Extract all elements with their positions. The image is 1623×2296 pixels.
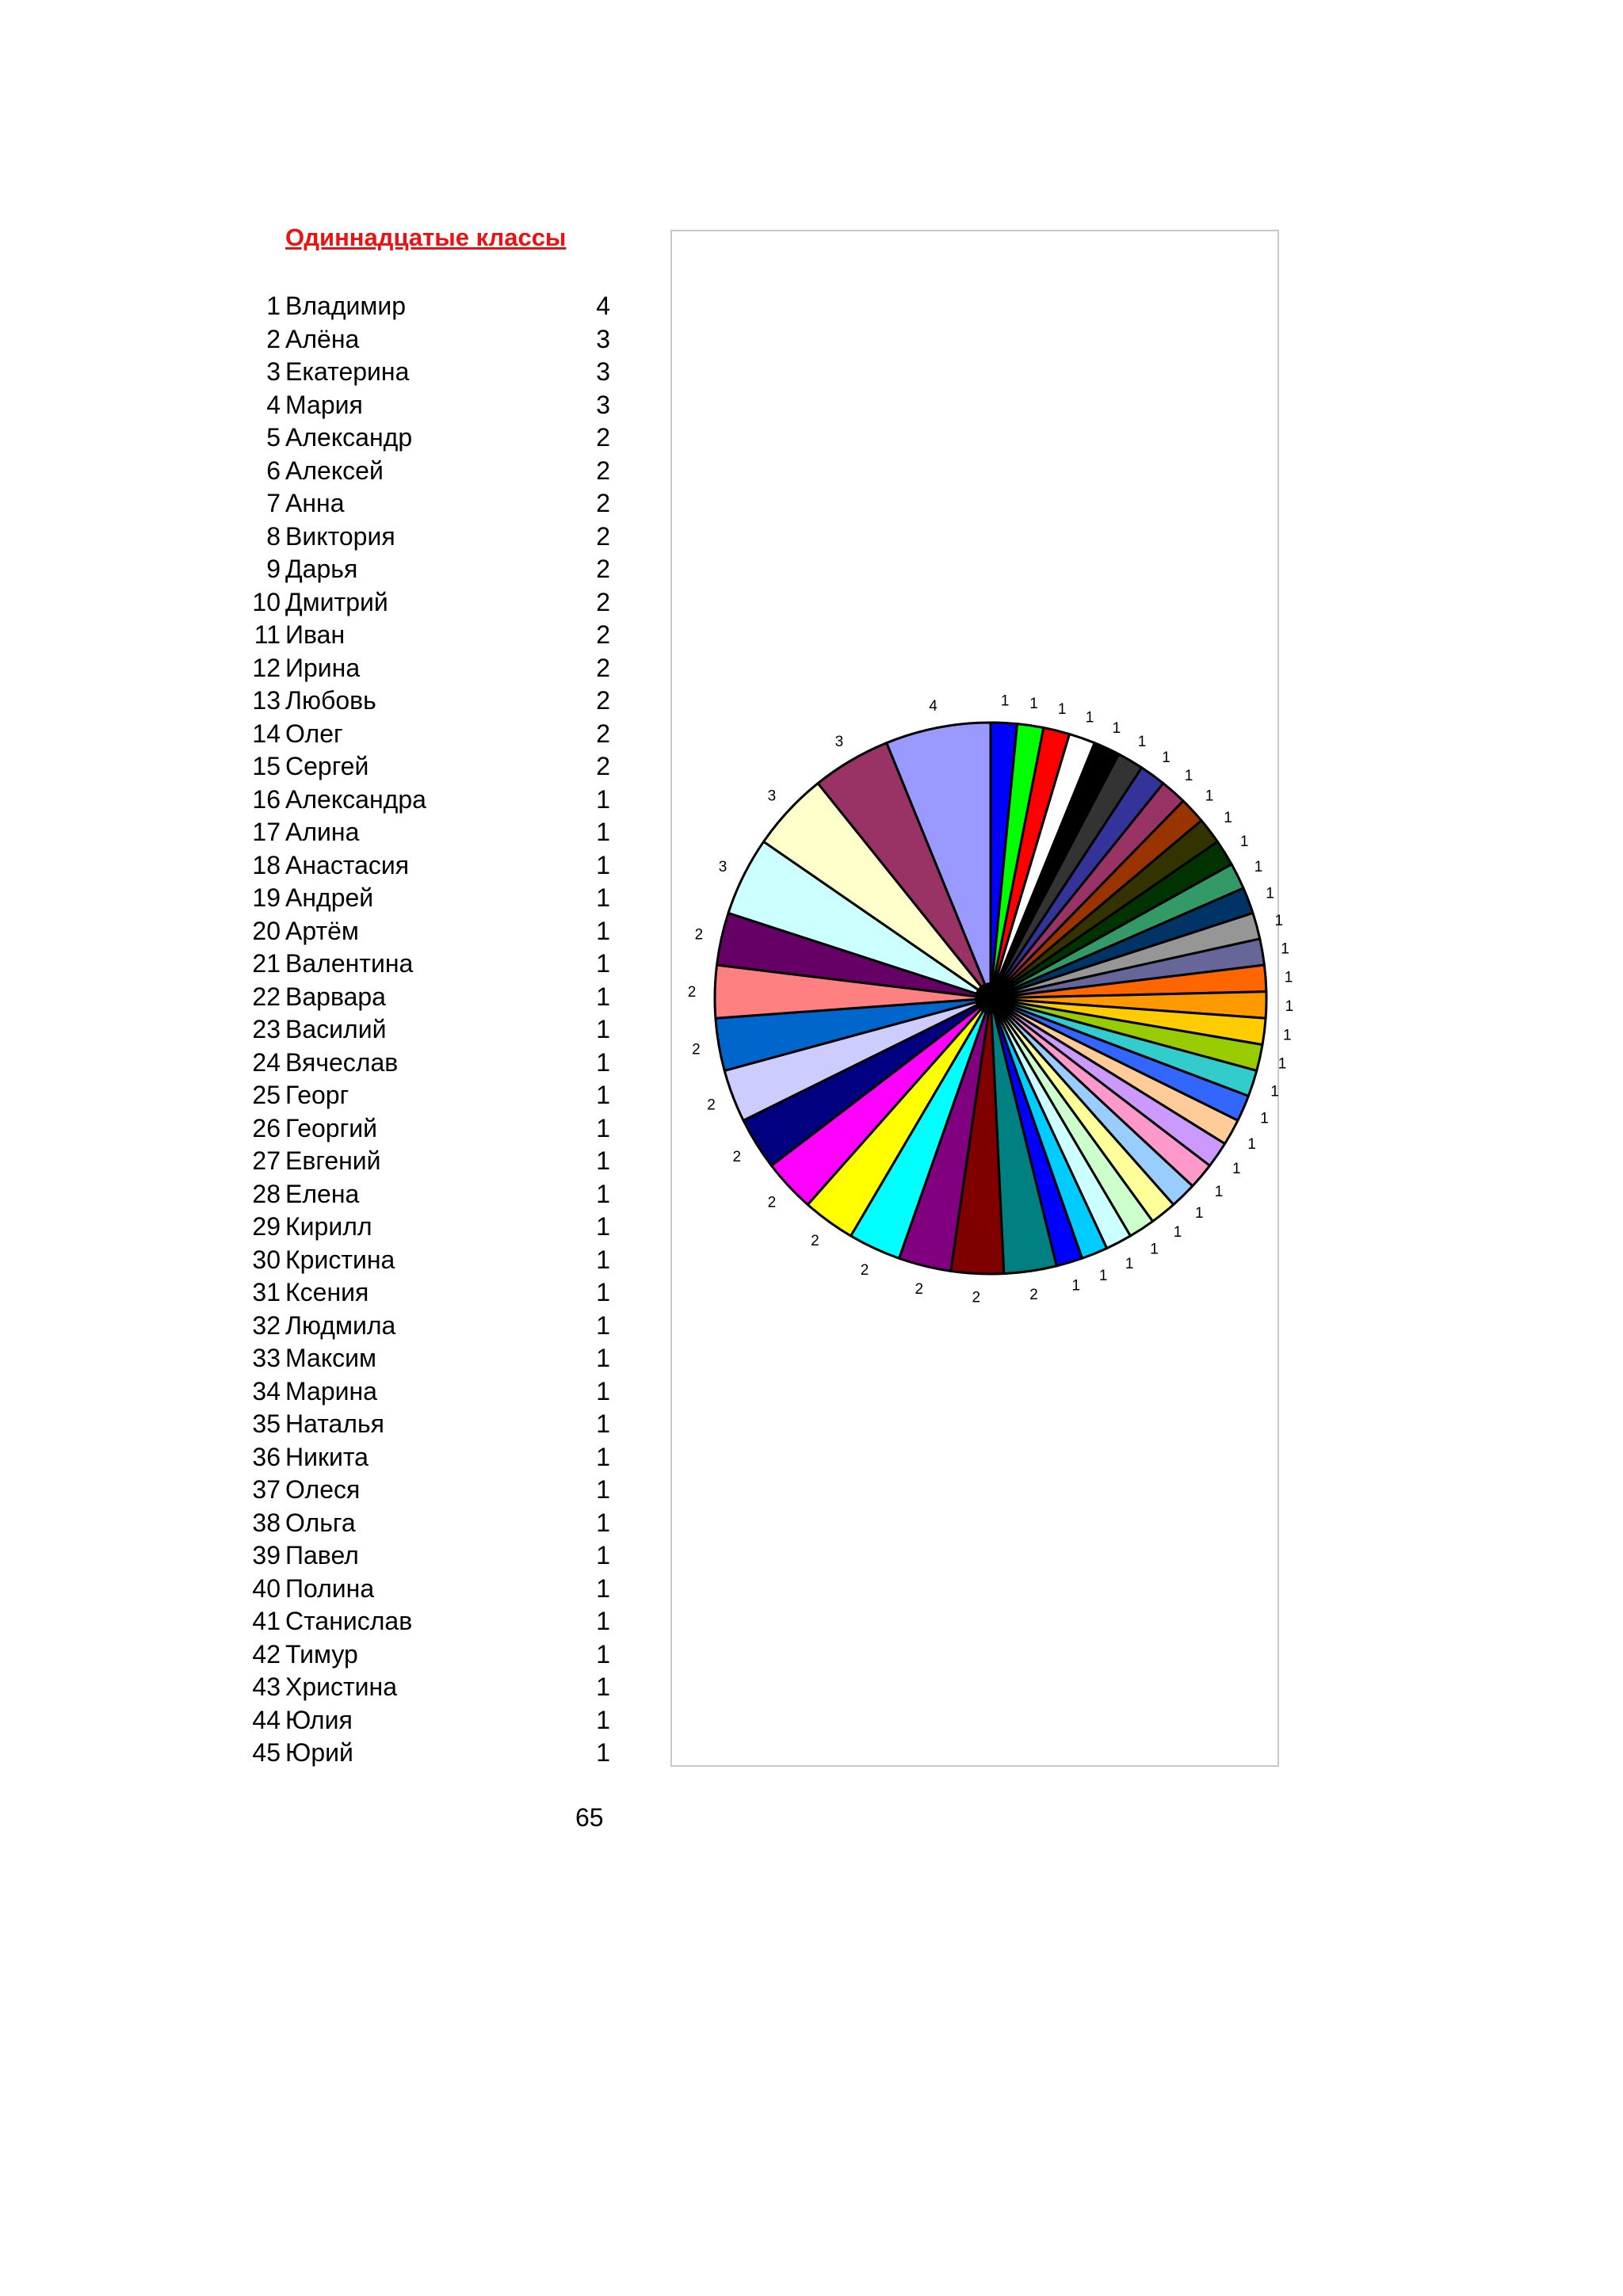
row-name: Мария bbox=[285, 390, 363, 419]
list-row bbox=[230, 1013, 610, 1045]
row-value: 1 bbox=[596, 1573, 610, 1603]
list-row bbox=[230, 1047, 610, 1078]
row-value: 1 bbox=[596, 1081, 610, 1109]
row-name: Павел bbox=[285, 1541, 359, 1569]
list-row bbox=[230, 1737, 610, 1768]
row-number: 31 bbox=[252, 1278, 281, 1306]
row-name: Вячеслав bbox=[285, 1047, 399, 1077]
row-number: 32 bbox=[252, 1310, 281, 1340]
row-number: 19 bbox=[252, 883, 281, 912]
list-row bbox=[230, 981, 610, 1013]
row-number: 38 bbox=[252, 1508, 281, 1537]
row-name: Валентина bbox=[285, 949, 414, 978]
row-name: Максим bbox=[285, 1344, 377, 1372]
row-name: Юлия bbox=[285, 1705, 353, 1734]
row-value: 1 bbox=[596, 1212, 610, 1241]
list-row bbox=[230, 553, 610, 585]
list-row bbox=[230, 652, 610, 684]
list-row bbox=[230, 1375, 610, 1407]
list-row bbox=[230, 323, 610, 355]
slice-data-label: 2 bbox=[972, 1289, 981, 1306]
slice-data-label: 2 bbox=[811, 1233, 819, 1249]
slice-data-label: 1 bbox=[1173, 1223, 1182, 1241]
row-name: Евгений bbox=[285, 1146, 381, 1175]
slice-data-label: 2 bbox=[687, 983, 697, 1001]
row-value: 1 bbox=[596, 949, 610, 978]
row-number: 35 bbox=[252, 1409, 281, 1438]
row-number: 26 bbox=[252, 1113, 281, 1142]
list-row bbox=[230, 1178, 610, 1210]
list-row bbox=[230, 784, 610, 815]
row-number: 25 bbox=[252, 1081, 281, 1109]
row-number: 11 bbox=[254, 620, 281, 649]
row-number: 21 bbox=[252, 949, 281, 978]
row-value: 1 bbox=[596, 1508, 610, 1537]
slice-data-label: 3 bbox=[834, 734, 844, 750]
row-number: 22 bbox=[252, 982, 281, 1011]
slice-data-label: 1 bbox=[1260, 1110, 1269, 1127]
slice-data-label: 1 bbox=[1254, 858, 1263, 875]
row-name: Марина bbox=[285, 1376, 377, 1405]
slice-data-label: 1 bbox=[1195, 1204, 1204, 1222]
slice-data-label: 1 bbox=[1057, 701, 1067, 718]
list-row bbox=[230, 685, 610, 716]
slice-data-label: 2 bbox=[1029, 1287, 1038, 1303]
row-number: 36 bbox=[252, 1442, 281, 1471]
list-row bbox=[230, 1276, 610, 1308]
slice-data-label: 1 bbox=[1284, 969, 1293, 986]
row-number: 41 bbox=[252, 1607, 281, 1635]
slice-data-label: 3 bbox=[718, 858, 727, 875]
list-row bbox=[230, 356, 610, 387]
row-value: 3 bbox=[596, 324, 610, 353]
slice-data-label: 1 bbox=[1224, 810, 1232, 827]
row-value: 1 bbox=[596, 1278, 610, 1306]
slice-data-label: 2 bbox=[915, 1281, 924, 1298]
row-name: Ольга bbox=[285, 1508, 356, 1537]
list-row bbox=[230, 849, 610, 881]
page-number: 65 bbox=[575, 1803, 604, 1832]
list-row bbox=[230, 455, 610, 486]
row-value: 1 bbox=[596, 1245, 610, 1274]
row-name: Артём bbox=[285, 916, 359, 945]
row-number: 43 bbox=[252, 1672, 281, 1701]
row-number: 2 bbox=[266, 324, 281, 353]
slice-data-label: 2 bbox=[732, 1148, 742, 1165]
row-value: 1 bbox=[596, 1541, 610, 1569]
row-number: 5 bbox=[266, 423, 281, 452]
row-name: Иван bbox=[285, 620, 346, 649]
row-number: 39 bbox=[252, 1541, 281, 1569]
list-row bbox=[230, 1112, 610, 1144]
slice-data-label: 1 bbox=[1000, 692, 1010, 710]
slice-data-label: 1 bbox=[1232, 1161, 1241, 1178]
row-value: 2 bbox=[596, 686, 610, 715]
row-value: 2 bbox=[596, 620, 610, 649]
list-row bbox=[230, 816, 610, 848]
list-row bbox=[230, 1638, 610, 1670]
row-name: Людмила bbox=[285, 1310, 396, 1340]
row-value: 1 bbox=[596, 1705, 610, 1734]
slice-data-label: 1 bbox=[1098, 1268, 1108, 1285]
row-name: Анастасия bbox=[285, 850, 410, 879]
list-row bbox=[230, 1671, 610, 1703]
row-value: 1 bbox=[596, 1179, 610, 1208]
row-value: 1 bbox=[596, 1015, 610, 1043]
row-number: 37 bbox=[252, 1475, 281, 1504]
row-name: Дарья bbox=[285, 555, 358, 583]
list-row bbox=[230, 1211, 610, 1242]
slice-data-label: 1 bbox=[1029, 696, 1038, 712]
slice-data-label: 1 bbox=[1085, 709, 1094, 727]
list-row bbox=[230, 1539, 610, 1571]
row-name: Тимур bbox=[285, 1639, 358, 1669]
row-value: 2 bbox=[596, 587, 610, 616]
row-value: 3 bbox=[596, 390, 610, 419]
row-name: Анна bbox=[285, 489, 345, 517]
row-number: 45 bbox=[252, 1738, 281, 1767]
row-value: 1 bbox=[596, 1376, 610, 1405]
list-row bbox=[230, 1507, 610, 1539]
row-number: 8 bbox=[266, 521, 281, 551]
row-number: 9 bbox=[266, 555, 281, 583]
row-name: Варвара bbox=[285, 982, 386, 1011]
row-value: 1 bbox=[596, 1475, 610, 1504]
row-name: Алёна bbox=[285, 324, 360, 353]
row-name: Станислав bbox=[285, 1607, 413, 1635]
list-row bbox=[230, 290, 610, 322]
row-number: 3 bbox=[266, 357, 281, 386]
row-name: Ирина bbox=[285, 653, 361, 682]
page-title: Одиннадцатые классы bbox=[285, 223, 567, 251]
row-number: 18 bbox=[252, 850, 281, 879]
slice-data-label: 1 bbox=[1125, 1255, 1134, 1272]
row-value: 2 bbox=[596, 653, 610, 682]
pie-center bbox=[975, 982, 1006, 1014]
row-name: Георг bbox=[285, 1081, 349, 1109]
row-value: 3 bbox=[596, 357, 610, 386]
row-value: 2 bbox=[596, 521, 610, 551]
row-value: 2 bbox=[596, 423, 610, 452]
row-name: Сергей bbox=[285, 752, 369, 780]
row-number: 13 bbox=[252, 686, 281, 715]
slice-data-label: 2 bbox=[860, 1261, 869, 1279]
list-row bbox=[230, 1573, 610, 1604]
row-name: Никита bbox=[285, 1442, 369, 1471]
row-value: 1 bbox=[596, 1146, 610, 1175]
row-value: 1 bbox=[596, 1310, 610, 1340]
row-name: Олег bbox=[285, 719, 343, 748]
list-row bbox=[230, 1244, 610, 1276]
row-value: 1 bbox=[596, 784, 610, 814]
list-row bbox=[230, 1441, 610, 1473]
slice-data-label: 1 bbox=[1239, 833, 1249, 851]
slice-data-label: 1 bbox=[1281, 940, 1289, 958]
row-name: Кирилл bbox=[285, 1212, 372, 1241]
row-value: 2 bbox=[596, 456, 610, 485]
slice-data-label: 1 bbox=[1247, 1136, 1256, 1154]
row-number: 30 bbox=[252, 1245, 281, 1274]
row-number: 40 bbox=[252, 1573, 281, 1603]
row-number: 14 bbox=[252, 719, 281, 748]
slice-data-label: 1 bbox=[1162, 749, 1170, 766]
row-name: Ксения bbox=[285, 1278, 369, 1306]
list-row bbox=[230, 1079, 610, 1111]
row-name: Олеся bbox=[285, 1475, 361, 1504]
slice-data-label: 1 bbox=[1137, 734, 1147, 750]
row-number: 12 bbox=[252, 653, 281, 682]
row-name: Кристина bbox=[285, 1245, 395, 1274]
row-number: 1 bbox=[266, 292, 281, 320]
row-number: 27 bbox=[252, 1146, 281, 1175]
list-row bbox=[230, 1408, 610, 1440]
slice-data-label: 2 bbox=[767, 1194, 777, 1211]
row-value: 1 bbox=[596, 1442, 610, 1471]
row-value: 2 bbox=[596, 555, 610, 583]
row-number: 28 bbox=[252, 1179, 281, 1208]
row-name: Алина bbox=[285, 818, 360, 846]
list-row bbox=[230, 619, 610, 650]
row-name: Алексей bbox=[285, 456, 384, 485]
row-value: 1 bbox=[596, 1409, 610, 1438]
row-number: 42 bbox=[252, 1639, 281, 1669]
row-value: 1 bbox=[596, 1672, 610, 1701]
slice-data-label: 1 bbox=[1150, 1241, 1159, 1258]
list-row bbox=[230, 586, 610, 618]
row-number: 6 bbox=[266, 456, 281, 485]
row-name: Наталья bbox=[285, 1409, 384, 1438]
row-value: 1 bbox=[596, 1607, 610, 1635]
row-value: 4 bbox=[596, 292, 610, 320]
row-number: 34 bbox=[252, 1376, 281, 1405]
list-row bbox=[230, 1704, 610, 1736]
row-number: 4 bbox=[266, 390, 281, 419]
row-number: 15 bbox=[252, 752, 281, 780]
list-row bbox=[230, 521, 610, 552]
slice-data-label: 1 bbox=[1274, 913, 1284, 929]
chart-frame bbox=[670, 230, 1294, 1767]
list-row bbox=[230, 948, 610, 979]
row-name: Любовь bbox=[285, 686, 376, 715]
slice-data-label: 1 bbox=[1285, 998, 1294, 1016]
row-value: 1 bbox=[596, 1047, 610, 1077]
row-number: 10 bbox=[252, 587, 281, 616]
slice-data-label: 2 bbox=[707, 1097, 716, 1114]
slice-data-label: 2 bbox=[692, 1041, 701, 1058]
row-name: Георгий bbox=[285, 1113, 377, 1142]
list-row bbox=[230, 487, 610, 519]
row-value: 1 bbox=[596, 883, 610, 912]
row-name: Юрий bbox=[285, 1738, 353, 1767]
row-number: 44 bbox=[252, 1705, 281, 1734]
slice-data-label: 3 bbox=[767, 788, 777, 805]
list-row bbox=[230, 1605, 610, 1637]
row-number: 33 bbox=[252, 1344, 281, 1372]
row-name: Елена bbox=[285, 1179, 360, 1208]
row-value: 1 bbox=[596, 850, 610, 879]
row-name: Владимир bbox=[285, 292, 407, 320]
row-name: Христина bbox=[285, 1672, 398, 1701]
row-value: 2 bbox=[596, 719, 610, 748]
slice-data-label: 1 bbox=[1277, 1055, 1287, 1073]
slice-data-label: 1 bbox=[1270, 1083, 1279, 1100]
slice-data-label: 1 bbox=[1205, 788, 1214, 805]
row-value: 1 bbox=[596, 818, 610, 846]
row-value: 1 bbox=[596, 1344, 610, 1372]
list-row bbox=[230, 915, 610, 947]
row-name: Андрей bbox=[285, 883, 374, 912]
row-number: 24 bbox=[252, 1047, 281, 1077]
row-number: 29 bbox=[252, 1212, 281, 1241]
slice-data-label: 4 bbox=[929, 698, 938, 715]
row-name: Александр bbox=[285, 423, 413, 452]
slice-data-label: 1 bbox=[1112, 720, 1121, 738]
row-name: Екатерина bbox=[285, 357, 410, 386]
list-row bbox=[230, 750, 610, 782]
slice-data-label: 1 bbox=[1266, 885, 1274, 902]
row-number: 23 bbox=[252, 1015, 281, 1043]
pie-chart bbox=[672, 231, 1294, 1765]
slice-data-label: 2 bbox=[694, 926, 704, 944]
list-row bbox=[230, 882, 610, 913]
row-value: 1 bbox=[596, 1113, 610, 1142]
row-name: Александра bbox=[285, 784, 426, 814]
row-value: 1 bbox=[596, 916, 610, 945]
row-value: 1 bbox=[596, 1738, 610, 1767]
list-row bbox=[230, 389, 610, 421]
slice-data-label: 1 bbox=[1184, 767, 1193, 784]
row-value: 2 bbox=[596, 489, 610, 517]
row-number: 17 bbox=[252, 818, 281, 846]
list-row bbox=[230, 1310, 610, 1341]
row-value: 1 bbox=[596, 1639, 610, 1669]
slice-data-label: 1 bbox=[1071, 1277, 1081, 1295]
row-number: 7 bbox=[266, 489, 281, 517]
list-row bbox=[230, 1474, 610, 1505]
row-number: 16 bbox=[252, 784, 281, 814]
row-value: 2 bbox=[596, 752, 610, 780]
row-name: Виктория bbox=[285, 521, 395, 551]
row-number: 20 bbox=[252, 916, 281, 945]
list-row bbox=[230, 421, 610, 453]
list-row bbox=[230, 1342, 610, 1374]
row-name: Полина bbox=[285, 1573, 375, 1603]
list-row bbox=[230, 1145, 610, 1177]
slice-data-label: 1 bbox=[1214, 1184, 1224, 1201]
slice-data-label: 1 bbox=[1283, 1027, 1292, 1044]
row-name: Василий bbox=[285, 1015, 387, 1043]
list-row bbox=[230, 718, 610, 749]
row-value: 1 bbox=[596, 982, 610, 1011]
row-name: Дмитрий bbox=[285, 587, 388, 616]
